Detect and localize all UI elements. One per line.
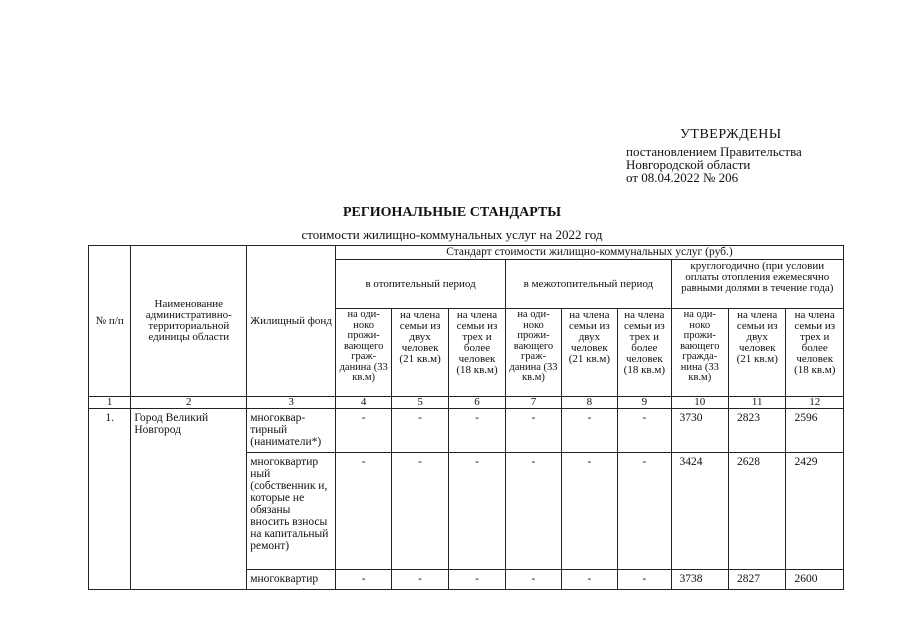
row-fund-type: многоквартир ный (собственник и, которые не обязаны вносить взносы на капитальный ремонт): [247, 453, 336, 570]
column-number: 4: [335, 397, 391, 409]
row-fund-type: многоквартир: [247, 570, 336, 590]
cell-value: -: [448, 453, 505, 570]
column-number: 7: [506, 397, 561, 409]
header-single-yearround: на оди-ноко прожи-вающего гражда-нина (33 кв.м): [671, 309, 728, 397]
cell-value: -: [448, 409, 505, 453]
cell-value: -: [561, 570, 617, 590]
cell-value: -: [618, 409, 671, 453]
cell-value: 3424: [671, 453, 728, 570]
header-three: на члена семьи из трех и более человек (18 кв.м): [618, 309, 671, 397]
column-number: 2: [131, 397, 247, 409]
cell-value: -: [335, 409, 391, 453]
cell-value: -: [561, 453, 617, 570]
cell-value: 2827: [729, 570, 786, 590]
column-number: 6: [448, 397, 505, 409]
column-number: 10: [671, 397, 728, 409]
cell-value: -: [335, 570, 391, 590]
column-number: 11: [729, 397, 786, 409]
header-standard: Стандарт стоимости жилищно-коммунальных услуг (руб.): [335, 246, 843, 260]
cell-value: 3738: [671, 570, 728, 590]
cell-value: 2823: [729, 409, 786, 453]
cell-value: 2600: [786, 570, 844, 590]
cell-value: 2628: [729, 453, 786, 570]
cell-value: -: [506, 453, 561, 570]
header-three-yearround: на члена семьи из трех и более человек (18 кв.м): [786, 309, 844, 397]
cell-value: 2596: [786, 409, 844, 453]
row-fund-type: многоквар-тирный (наниматели*): [247, 409, 336, 453]
document-subtitle: стоимости жилищно-коммунальных услуг на 2022 год: [301, 227, 603, 242]
column-number: 5: [392, 397, 448, 409]
cell-value: -: [561, 409, 617, 453]
header-two: на члена семьи из двух человек (21 кв.м): [561, 309, 617, 397]
header-three: на члена семьи из трех и более человек (18 кв.м): [448, 309, 505, 397]
column-number: 8: [561, 397, 617, 409]
cell-value: 3730: [671, 409, 728, 453]
header-two: на члена семьи из двух человек (21 кв.м): [392, 309, 448, 397]
cell-value: -: [392, 453, 448, 570]
header-two-yearround: на члена семьи из двух человек (21 кв.м): [729, 309, 786, 397]
header-single: на оди-ноко прожи-вающего граж-данина (33 кв.м): [335, 309, 391, 397]
cell-value: -: [506, 570, 561, 590]
column-number: 9: [618, 397, 671, 409]
header-num: № п/п: [89, 246, 131, 397]
header-heating-period: в отопительный период: [335, 260, 505, 309]
cell-value: -: [506, 409, 561, 453]
cell-value: -: [448, 570, 505, 590]
row-number: 1.: [89, 409, 131, 590]
cell-value: -: [618, 570, 671, 590]
header-fund: Жилищный фонд: [247, 246, 336, 397]
cell-value: -: [392, 409, 448, 453]
approval-line-3: от 08.04.2022 № 206: [626, 170, 739, 185]
table-row: [89, 409, 844, 453]
column-number: 12: [786, 397, 844, 409]
column-number: 3: [247, 397, 336, 409]
header-year-round: круглогодично (при условии оплаты отопления ежемесячно равными долями в течение года): [671, 260, 843, 309]
approval-line-2: Новгородской области: [626, 157, 751, 172]
document-title: РЕГИОНАЛЬНЫЕ СТАНДАРТЫ: [342, 205, 562, 220]
approval-title: УТВЕРЖДЕНЫ: [680, 127, 782, 142]
approval-block: [626, 128, 856, 184]
approval-line-1: постановлением Правительства: [626, 144, 802, 159]
cell-value: -: [618, 453, 671, 570]
header-name: Наименование административно-территориальной единицы области: [131, 246, 247, 397]
standards-table: [88, 245, 844, 590]
cell-value: -: [335, 453, 391, 570]
row-territory-name: Город Великий Новгород: [131, 409, 247, 590]
header-interheating-period: в межотопительный период: [506, 260, 671, 309]
cell-value: 2429: [786, 453, 844, 570]
cell-value: -: [392, 570, 448, 590]
header-single: на оди-ноко прожи-вающего граж-данина (33 кв.м): [506, 309, 561, 397]
column-number: 1: [89, 397, 131, 409]
